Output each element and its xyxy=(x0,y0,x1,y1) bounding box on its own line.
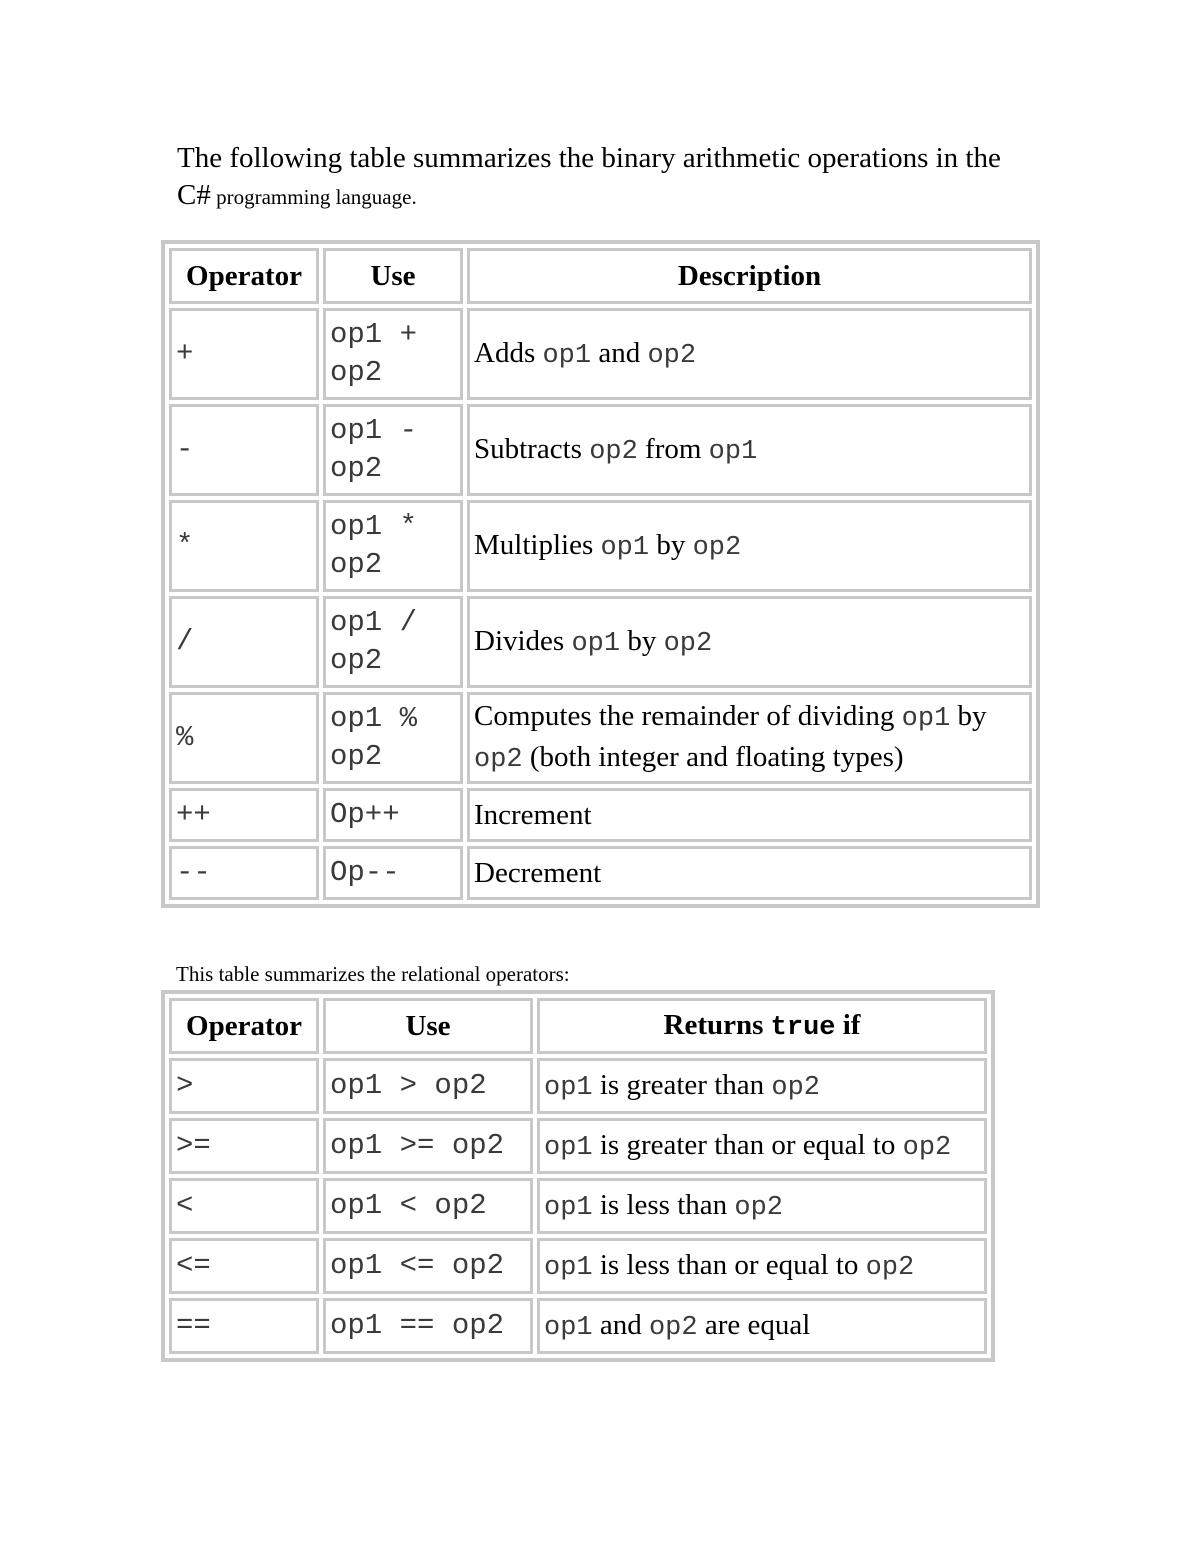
operator-cell: + xyxy=(169,308,319,400)
description-cell xyxy=(467,308,1032,400)
table-row xyxy=(169,1058,987,1114)
description-code: op2 xyxy=(902,1132,952,1163)
header-operator: Operator xyxy=(169,998,319,1054)
table-row xyxy=(169,500,1032,592)
description-text: Multiplies xyxy=(474,528,601,561)
description-code: op2 xyxy=(589,436,638,467)
description-code: op1 xyxy=(600,532,650,563)
description-text: is greater than or equal to xyxy=(592,1128,903,1161)
description-cell xyxy=(467,500,1032,592)
description-code: op1 xyxy=(544,1072,593,1103)
description-text: from xyxy=(637,432,709,465)
table-row xyxy=(169,846,1032,900)
relational-operators-table xyxy=(161,990,995,1362)
description-code: op1 xyxy=(544,1192,593,1223)
description-text: by xyxy=(620,624,664,657)
operator-cell: % xyxy=(169,692,319,784)
description-text: Divides xyxy=(474,624,572,657)
description-text: by xyxy=(950,700,987,732)
description-text: is greater than xyxy=(592,1068,772,1101)
use-cell: op1 * op2 xyxy=(323,500,463,592)
description-cell xyxy=(537,1118,987,1174)
description-code: op1 xyxy=(901,704,951,734)
description-cell xyxy=(537,1178,987,1234)
description-text: Subtracts xyxy=(474,432,590,465)
table-row xyxy=(169,1298,987,1354)
description-text: is less than or equal to xyxy=(592,1248,866,1281)
operator-cell: >= xyxy=(169,1118,319,1174)
description-code: op2 xyxy=(663,628,713,659)
relational-caption: This table summarizes the relational operators: xyxy=(176,962,570,986)
operator-cell: ++ xyxy=(169,788,319,842)
table-row xyxy=(169,308,1032,400)
table-row xyxy=(169,1238,987,1294)
description-code: op2 xyxy=(474,745,523,775)
header-operator: Operator xyxy=(169,248,319,304)
table-row xyxy=(169,596,1032,688)
description-cell xyxy=(467,596,1032,688)
description-cell xyxy=(537,1298,987,1354)
operator-cell: * xyxy=(169,500,319,592)
table-row xyxy=(169,404,1032,496)
arithmetic-operators-table xyxy=(161,240,1040,908)
table-row xyxy=(169,692,1032,784)
description-text: by xyxy=(649,528,693,561)
description-code: op1 xyxy=(708,436,758,467)
header-returns-suffix: if xyxy=(835,1008,861,1041)
table-row xyxy=(169,1178,987,1234)
operator-cell: -- xyxy=(169,846,319,900)
description-text: (both integer and floating types) xyxy=(522,741,904,773)
use-cell: op1 - op2 xyxy=(323,404,463,496)
description-code: op1 xyxy=(544,1312,593,1343)
operator-cell: == xyxy=(169,1298,319,1354)
use-cell: Op-- xyxy=(323,846,463,900)
table-header-row xyxy=(169,248,1032,304)
description-text: Computes the remainder of dividing xyxy=(474,700,902,732)
use-cell: op1 >= op2 xyxy=(323,1118,533,1174)
use-cell: Op++ xyxy=(323,788,463,842)
use-cell: op1 + op2 xyxy=(323,308,463,400)
description-cell xyxy=(467,788,1032,842)
table-header-row xyxy=(169,998,987,1054)
description-code: op2 xyxy=(647,340,697,371)
header-returns xyxy=(537,998,987,1054)
description-text: Decrement xyxy=(474,857,602,889)
use-cell: op1 % op2 xyxy=(323,692,463,784)
operator-cell: / xyxy=(169,596,319,688)
description-code: op1 xyxy=(571,628,621,659)
header-returns-prefix: Returns xyxy=(663,1008,771,1041)
description-code: op2 xyxy=(648,1312,698,1343)
use-cell: op1 > op2 xyxy=(323,1058,533,1114)
table-row xyxy=(169,788,1032,842)
description-text: and xyxy=(591,336,648,369)
description-text: are equal xyxy=(697,1308,811,1341)
use-cell: op1 == op2 xyxy=(323,1298,533,1354)
operator-cell: < xyxy=(169,1178,319,1234)
use-cell: op1 <= op2 xyxy=(323,1238,533,1294)
intro-text: The following table summarizes the binary arithmetic operations in the C# xyxy=(177,142,1001,211)
intro-text-small: programming language. xyxy=(210,185,417,209)
header-description: Description xyxy=(467,248,1032,304)
description-text: Adds xyxy=(474,336,543,369)
description-code: op2 xyxy=(692,532,742,563)
operator-cell: - xyxy=(169,404,319,496)
description-text: and xyxy=(592,1308,649,1341)
description-text: is less than xyxy=(592,1188,735,1221)
use-cell: op1 / op2 xyxy=(323,596,463,688)
operator-cell: > xyxy=(169,1058,319,1114)
operator-cell: <= xyxy=(169,1238,319,1294)
description-code: op2 xyxy=(865,1252,915,1283)
description-code: op2 xyxy=(734,1192,783,1223)
header-use: Use xyxy=(323,248,463,304)
table-row xyxy=(169,1118,987,1174)
description-cell xyxy=(467,846,1032,900)
description-cell xyxy=(467,692,1032,784)
description-cell xyxy=(537,1058,987,1114)
description-code: op1 xyxy=(544,1132,593,1163)
description-code: op2 xyxy=(771,1072,820,1103)
header-use: Use xyxy=(323,998,533,1054)
intro-paragraph xyxy=(177,140,1037,216)
use-cell: op1 < op2 xyxy=(323,1178,533,1234)
header-returns-code: true xyxy=(770,1012,836,1043)
description-cell xyxy=(467,404,1032,496)
description-code: op1 xyxy=(542,340,592,371)
description-code: op1 xyxy=(544,1252,593,1283)
description-text: Increment xyxy=(474,799,592,831)
description-cell xyxy=(537,1238,987,1294)
